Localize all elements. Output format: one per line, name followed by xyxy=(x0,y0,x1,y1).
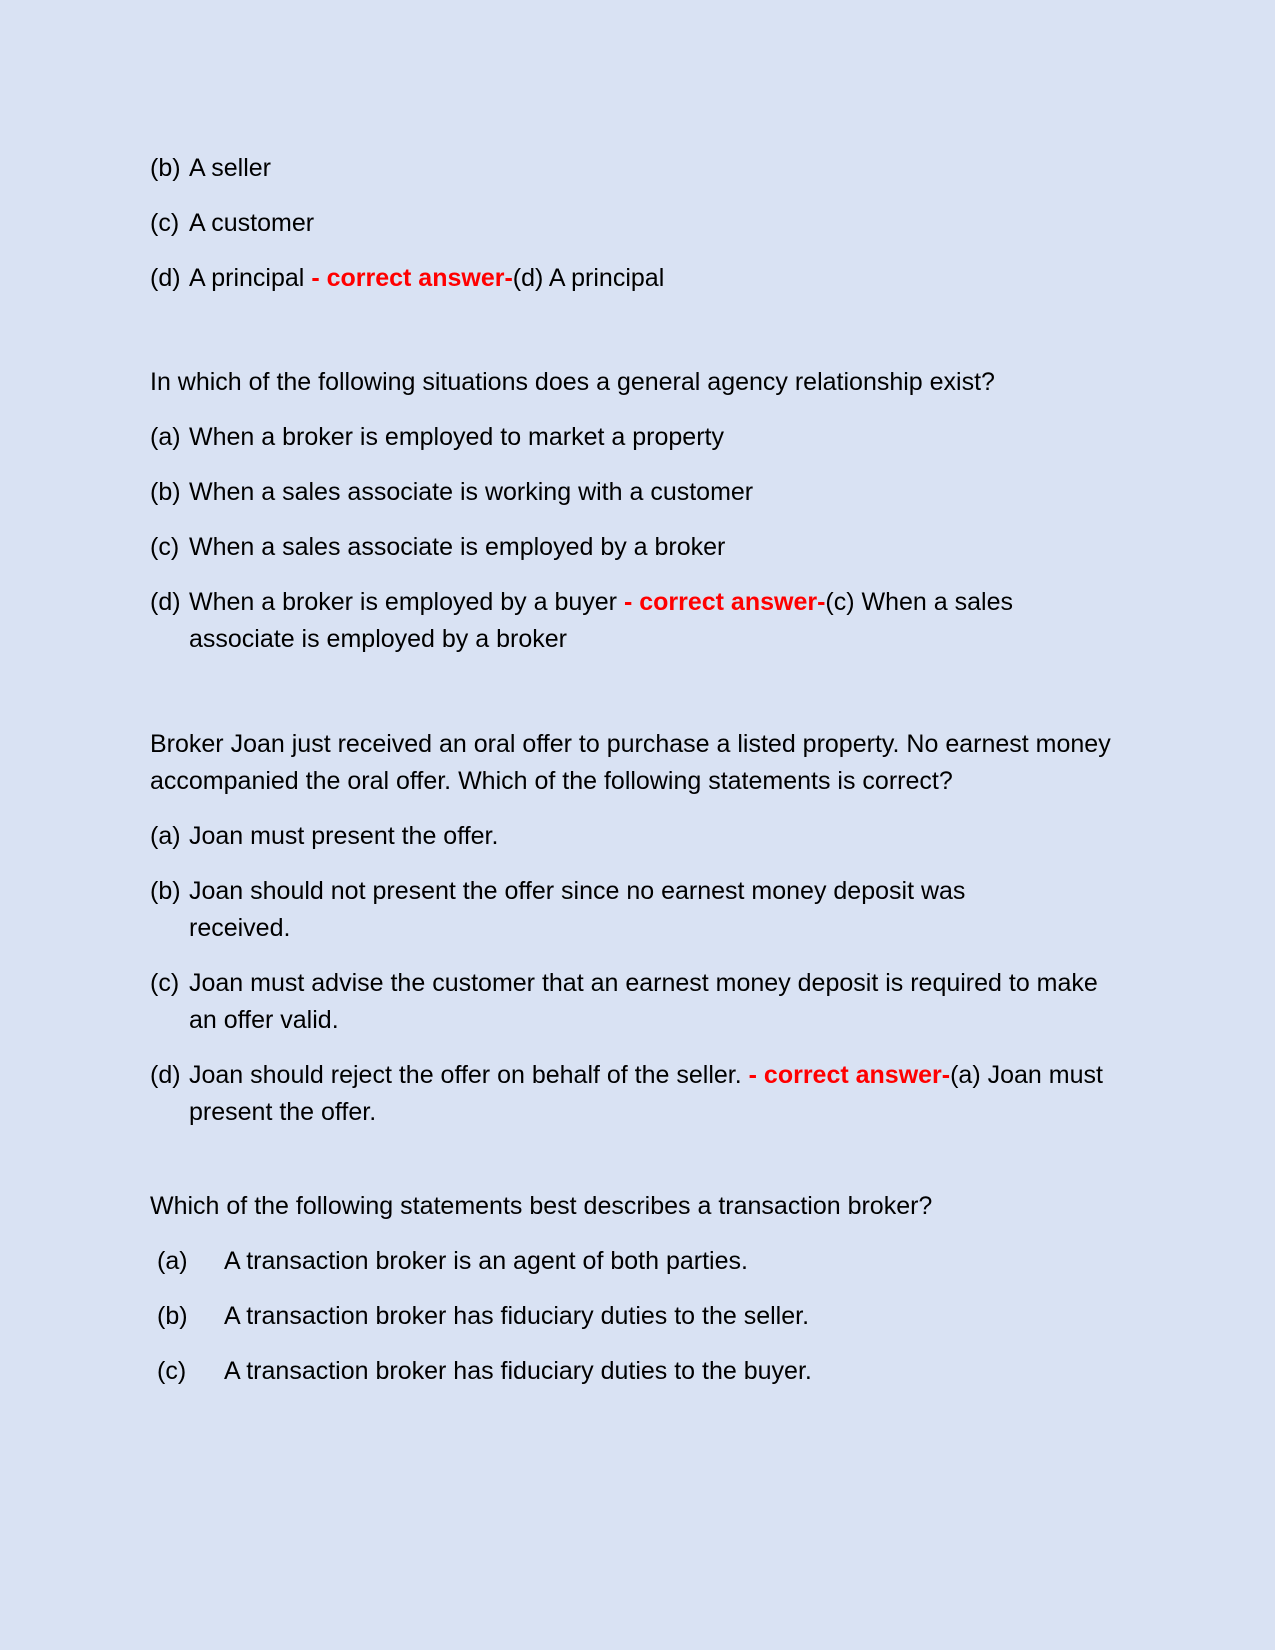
correct-answer-text: (c) When a sales associate is employed by a broker xyxy=(189,588,1013,653)
option-letter: (a) xyxy=(150,423,181,451)
question-text: Which of the following statements best describes a transaction broker? xyxy=(150,1192,933,1220)
option-b xyxy=(150,474,1130,511)
option-a xyxy=(150,419,1130,456)
option-text: When a sales associate is working with a customer xyxy=(189,478,754,506)
question-1-tail xyxy=(150,150,1130,292)
question-text: Broker Joan just received an oral offer to purchase a listed property. No earnest money accompanied the oral offer. Which of the following statements is correct? xyxy=(150,730,1111,795)
option-letter: (b) xyxy=(150,877,181,905)
option-text: When a broker is employed by a buyer xyxy=(189,588,617,616)
option-d xyxy=(150,260,1130,297)
question-text: In which of the following situations does a general agency relationship exist? xyxy=(150,368,995,396)
option-text: Joan should not present the offer since no earnest money deposit was received. xyxy=(189,877,966,942)
option-text: Joan should reject the offer on behalf of the seller. xyxy=(189,1061,742,1089)
option-letter: (d) xyxy=(150,264,181,292)
option-d xyxy=(150,1057,1109,1131)
option-text: When a sales associate is employed by a broker xyxy=(189,533,726,561)
correct-answer-marker: - correct answer- xyxy=(311,264,513,292)
option-text: A transaction broker has fiduciary duties to the seller. xyxy=(224,1302,810,1330)
document-page xyxy=(150,150,1130,1385)
option-text: Joan must present the offer. xyxy=(189,822,499,850)
option-letter: (b) xyxy=(150,478,181,506)
option-letter: (d) xyxy=(150,1061,181,1089)
option-letter: (b) xyxy=(157,1302,188,1330)
option-c xyxy=(150,1353,1130,1390)
option-text: A customer xyxy=(189,209,315,237)
correct-answer-marker: - correct answer- xyxy=(748,1061,951,1089)
option-letter: (c) xyxy=(157,1357,187,1385)
option-b xyxy=(150,1298,1130,1335)
option-a xyxy=(150,1243,1130,1280)
option-letter: (c) xyxy=(150,209,180,237)
correct-answer-text: (a) Joan must present the offer. xyxy=(189,1061,1103,1126)
option-text: Joan must advise the customer that an earnest money deposit is required to make an offer valid. xyxy=(189,969,1098,1034)
option-text: A principal xyxy=(189,264,305,292)
option-letter: (a) xyxy=(157,1247,188,1275)
option-text: A transaction broker is an agent of both parties. xyxy=(224,1247,748,1275)
option-letter: (d) xyxy=(150,588,181,616)
option-b xyxy=(150,150,1130,187)
option-text: A transaction broker has fiduciary duties to the buyer. xyxy=(224,1357,812,1385)
question-3 xyxy=(150,519,1130,1126)
option-letter: (c) xyxy=(150,533,180,561)
option-text: When a broker is employed to market a property xyxy=(189,423,724,451)
option-c xyxy=(150,205,1130,242)
correct-answer-text: (d) A principal xyxy=(512,264,665,292)
question-2 xyxy=(150,297,1130,653)
option-letter: (b) xyxy=(150,154,181,182)
correct-answer-marker: - correct answer- xyxy=(623,588,826,616)
option-text: A seller xyxy=(189,154,271,182)
option-letter: (a) xyxy=(150,822,181,850)
option-a xyxy=(150,818,1130,855)
option-letter: (c) xyxy=(150,969,180,997)
